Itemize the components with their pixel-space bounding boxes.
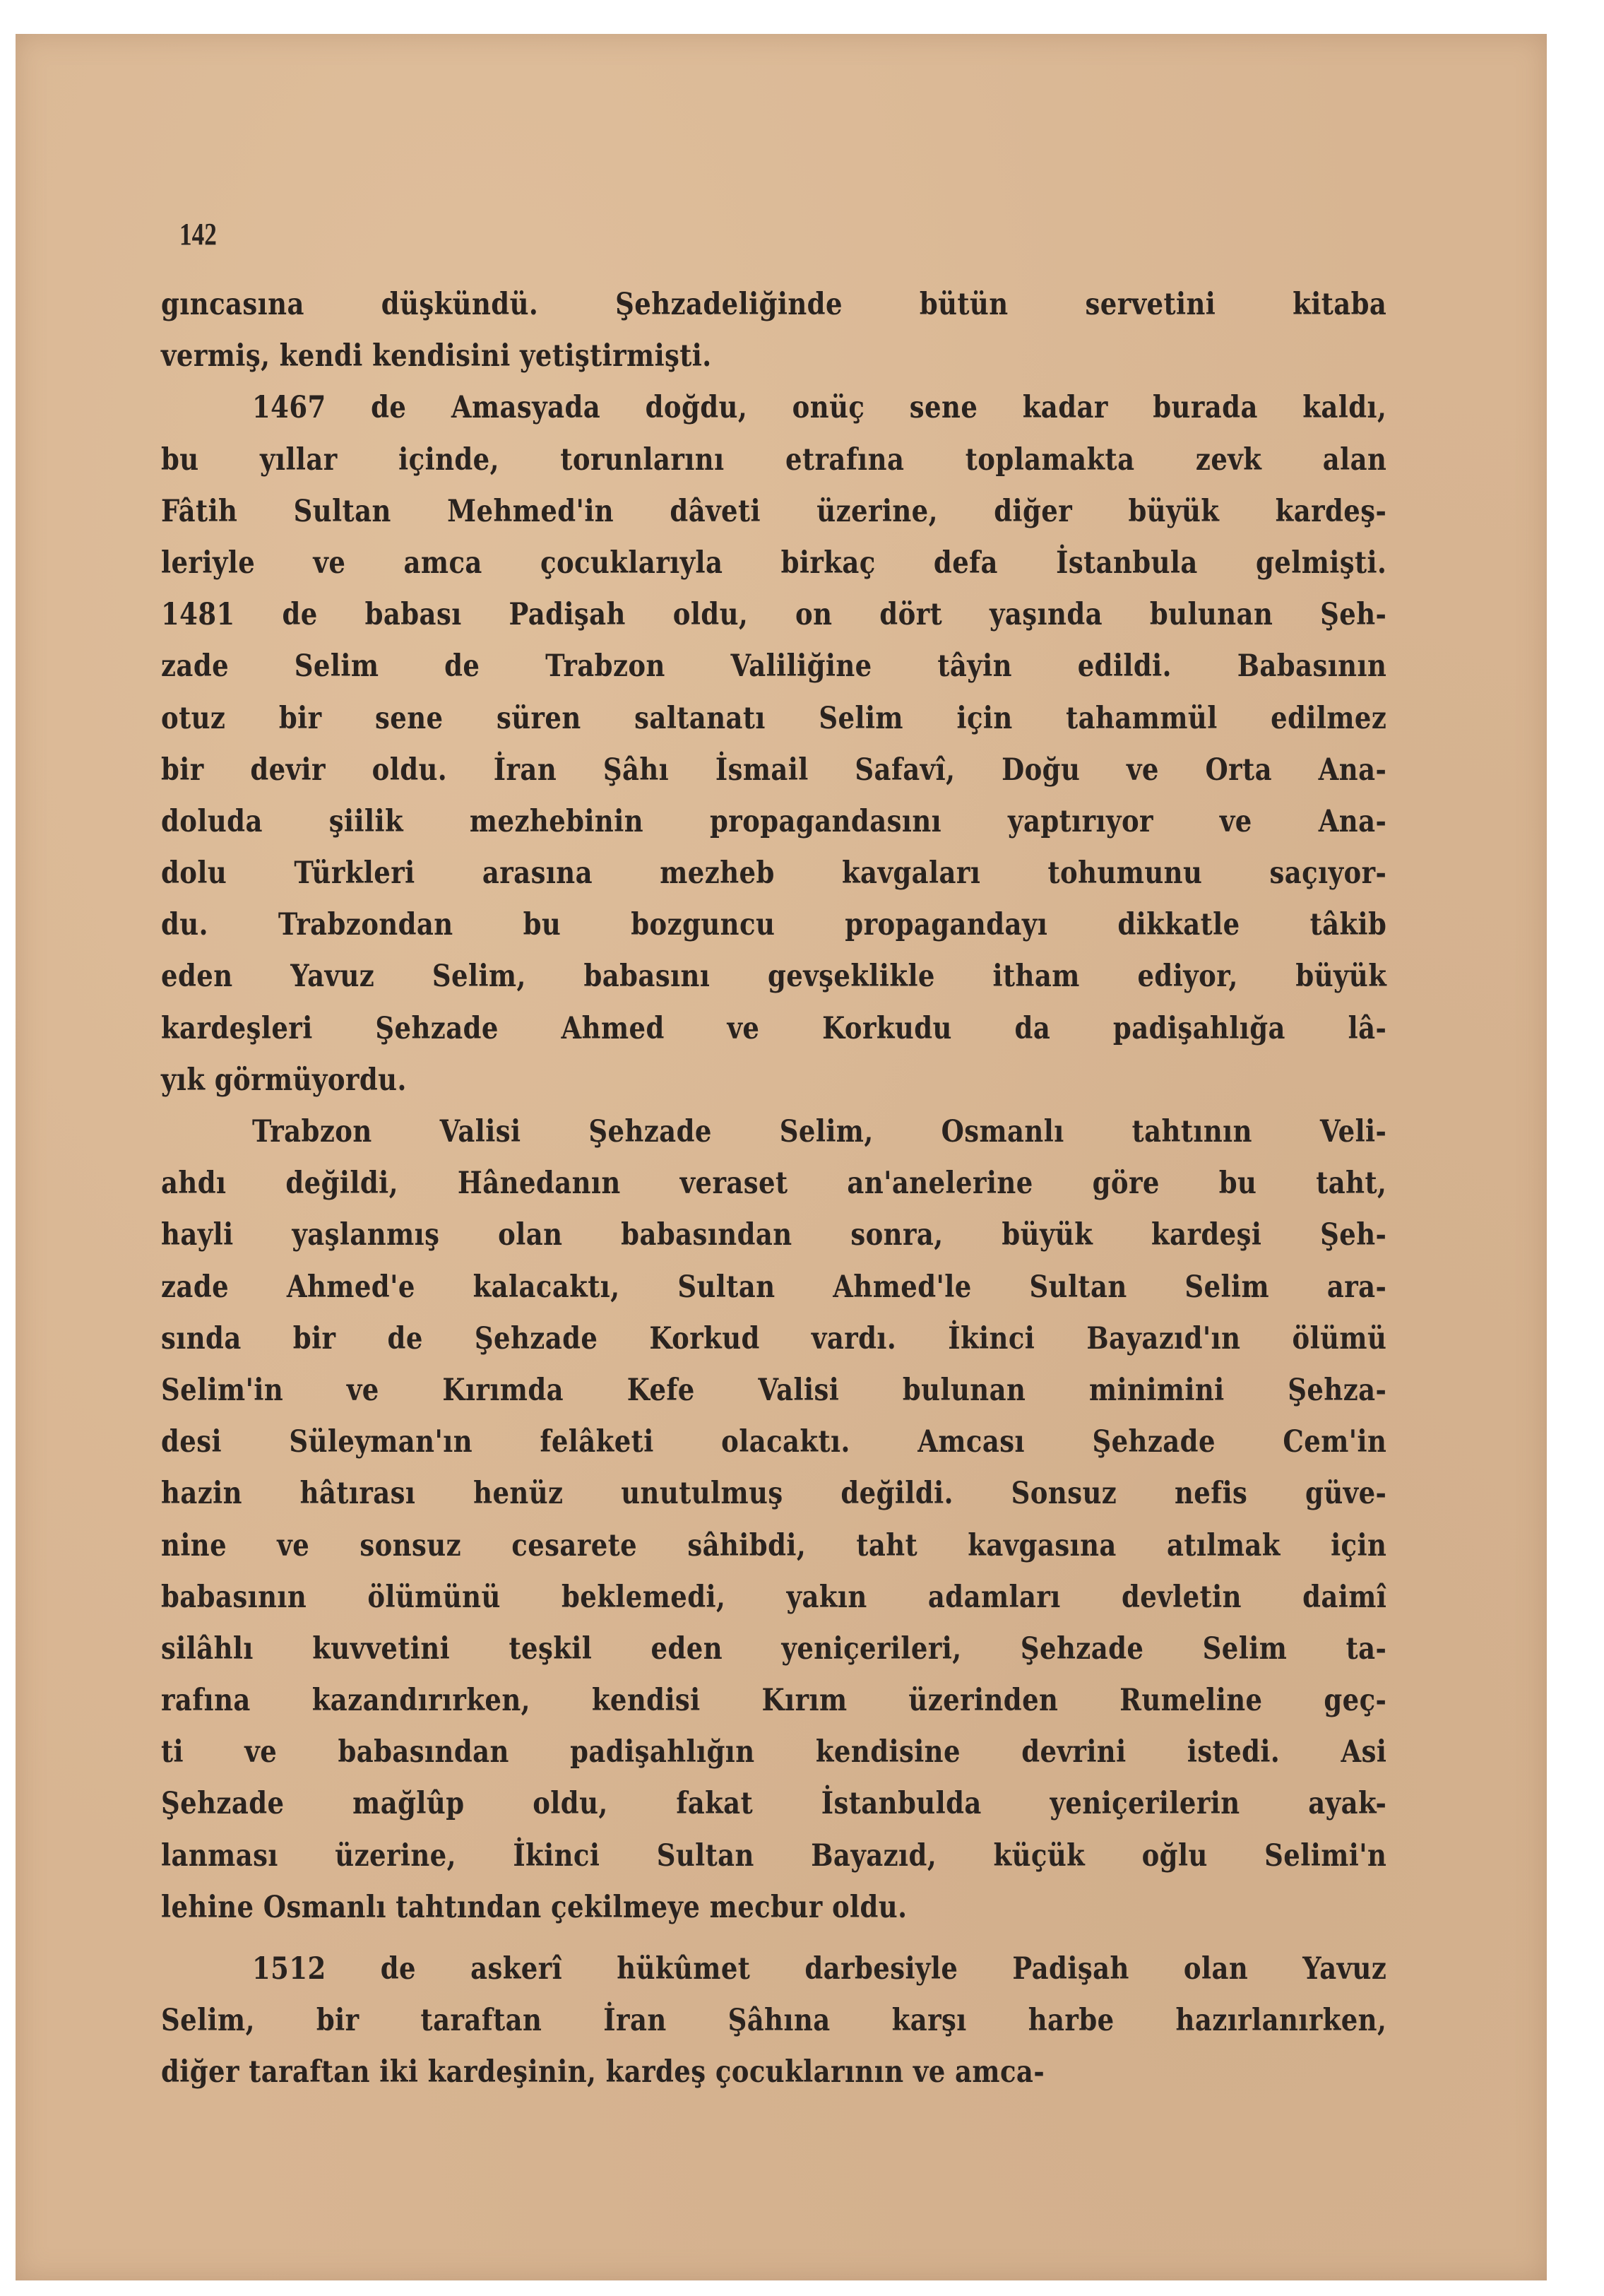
- text-line: ahdı değildi, Hânedanın veraset an'anelerine göre bu taht,: [161, 1166, 1387, 1202]
- paragraph: [161, 279, 1386, 382]
- text-line: bir devir oldu. İran Şâhı İsmail Safavî, Doğu ve Orta Ana-: [161, 752, 1387, 788]
- text-line: sında bir de Şehzade Korkud vardı. İkinci Bayazıd'ın ölümü: [161, 1320, 1387, 1356]
- text-line: yık görmüyordu.: [161, 1062, 407, 1098]
- paragraph: [161, 1106, 1386, 1934]
- text-line: otuz bir sene süren saltanatı Selim için tahammül edilmez: [161, 700, 1387, 736]
- page-number: 142: [179, 217, 217, 252]
- text-line: lanması üzerine, İkinci Sultan Bayazıd, küçük oğlu Selimi'n: [161, 1838, 1387, 1874]
- text-line: silâhlı kuvvetini teşkil eden yeniçerileri, Şehzade Selim ta-: [161, 1631, 1387, 1667]
- text-line: Trabzon Valisi Şehzade Selim, Osmanlı tahtının Veli-: [252, 1114, 1387, 1149]
- text-line: du. Trabzondan bu bozguncu propagandayı dikkatle tâkib: [161, 907, 1387, 943]
- text-line: bu yıllar içinde, torunlarını etrafına toplamakta zevk alan: [161, 442, 1387, 478]
- text-line: hazin hâtırası henüz unutulmuş değildi. Sonsuz nefis güve-: [161, 1476, 1387, 1512]
- text-line: zade Ahmed'e kalacaktı, Sultan Ahmed'le Sultan Selim ara-: [161, 1269, 1387, 1305]
- text-line: Şehzade mağlûp oldu, fakat İstanbulda yeniçerilerin ayak-: [161, 1786, 1387, 1822]
- text-line: desi Süleyman'ın felâketi olacaktı. Amcası Şehzade Cem'in: [161, 1424, 1387, 1460]
- text-line: zade Selim de Trabzon Valiliğine tâyin edildi. Babasının: [161, 649, 1387, 685]
- text-line: Fâtih Sultan Mehmed'in dâveti üzerine, diğer büyük kardeş-: [161, 493, 1387, 529]
- text-line: doluda şiilik mezhebinin propagandasını yaptırıyor ve Ana-: [161, 803, 1387, 839]
- text-line: eden Yavuz Selim, babasını gevşeklikle itham ediyor, büyük: [161, 959, 1387, 995]
- paragraph: [161, 1943, 1386, 2099]
- text-line: rafına kazandırırken, kendisi Kırım üzerinden Rumeline geç-: [161, 1683, 1387, 1719]
- text-line: hayli yaşlanmış olan babasından sonra, büyük kardeşi Şeh-: [161, 1217, 1387, 1253]
- text-line: 1512 de askerî hükûmet darbesiyle Padişah olan Yavuz: [252, 1951, 1387, 1987]
- text-line: Selim, bir taraftan İran Şâhına karşı harbe hazırlanırken,: [161, 2003, 1387, 2039]
- text-line: vermiş, kendi kendisini yetiştirmişti.: [161, 338, 712, 374]
- page-body-text: [161, 279, 1386, 2099]
- text-line: nine ve sonsuz cesarete sâhibdi, taht kavgasına atılmak için: [161, 1527, 1387, 1563]
- text-line: kardeşleri Şehzade Ahmed ve Korkudu da padişahlığa lâ-: [161, 1010, 1387, 1046]
- text-line: gıncasına düşkündü. Şehzadeliğinde bütün servetini kitaba: [161, 287, 1387, 322]
- text-line: dolu Türkleri arasına mezheb kavgaları tohumunu saçıyor-: [161, 856, 1387, 892]
- paragraph: [161, 382, 1386, 1106]
- text-line: lehine Osmanlı tahtından çekilmeye mecbur oldu.: [161, 1889, 908, 1925]
- text-line: 1467 de Amasyada doğdu, onüç sene kadar burada kaldı,: [252, 390, 1387, 426]
- text-line: 1481 de babası Padişah oldu, on dört yaşında bulunan Şeh-: [161, 597, 1387, 633]
- text-line: babasının ölümünü beklemedi, yakın adamları devletin daimî: [161, 1579, 1387, 1615]
- text-line: leriyle ve amca çocuklarıyla birkaç defa İstanbula gelmişti.: [161, 545, 1387, 581]
- text-line: Selim'in ve Kırımda Kefe Valisi bulunan minimini Şehza-: [161, 1372, 1387, 1408]
- text-line: ti ve babasından padişahlığın kendisine devrini istedi. Asi: [161, 1734, 1387, 1770]
- text-line: diğer taraftan iki kardeşinin, kardeş çocuklarının ve amca-: [161, 2054, 1045, 2090]
